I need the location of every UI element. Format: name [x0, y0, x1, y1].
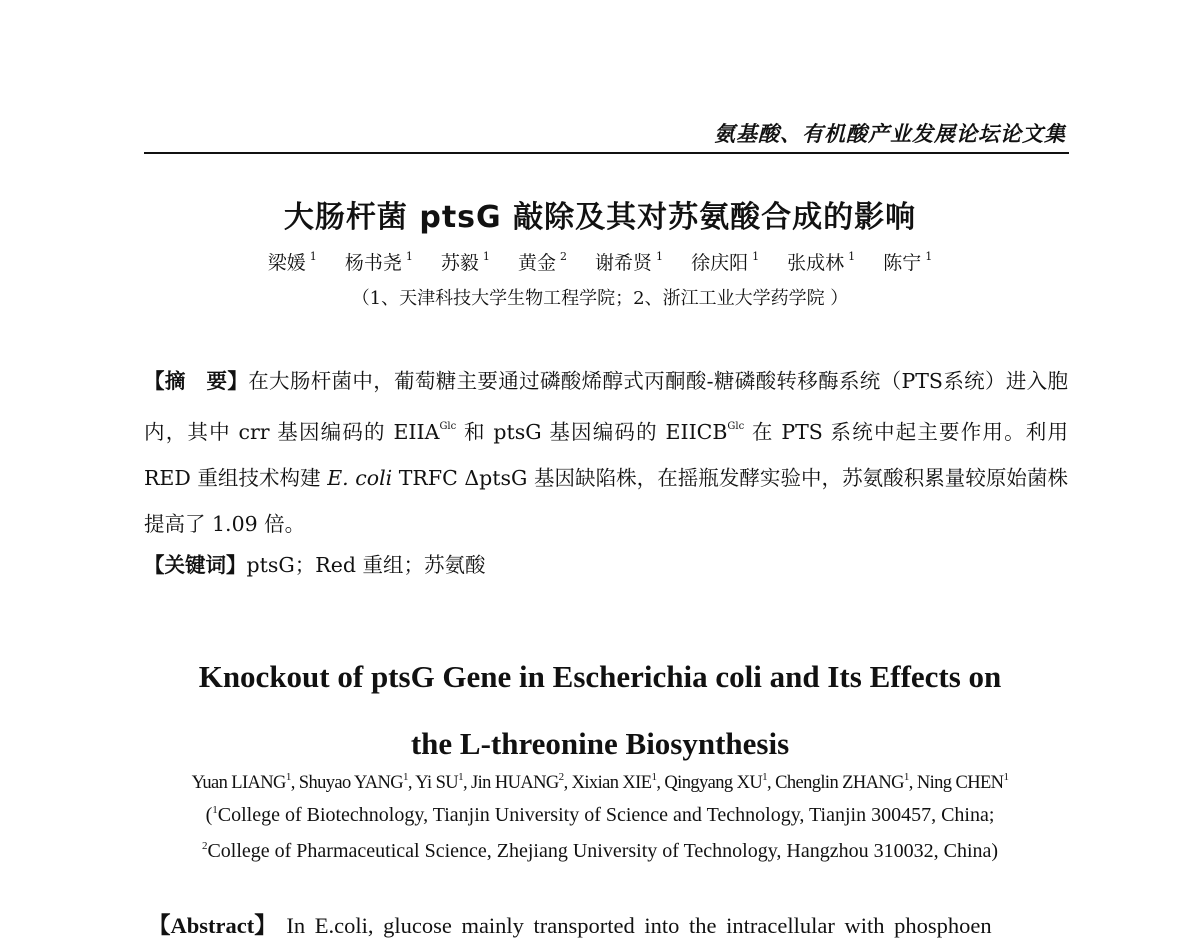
chinese-author: 徐庆阳 $^1$ — [691, 250, 760, 274]
chinese-author-list — [0, 248, 1200, 275]
chinese-author: 张成林 $^1$ — [787, 250, 856, 274]
english-affiliation-2: $^2$College of Pharmaceutical Science, Zhejiang University of Technology, Hangzhou 310032, China) — [201, 840, 999, 862]
english-title: Knockout of ptsG Gene in Escherichia coli and Its Effects on the L-threonine Biosynthesis — [198, 659, 1002, 761]
chinese-author: 陈宁 $^1$ — [883, 250, 933, 274]
english-author-list: Yuan LIANG$^1$, Shuyao YANG$^1$, Yi $SU^1$, Jin HUANG$^2$, Xixian XIE$^1$, Qingyang $XU^1$, Chenglin ZHANG$^1$, Ning CHEN$^1$ — [191, 771, 1009, 793]
header-rule — [144, 152, 1069, 154]
chinese-affiliation: （1、天津科技大学生物工程学院；2、浙江工业大学药学院 ） — [351, 288, 849, 309]
english-author: Yuan LIANG$^1$ — [191, 771, 291, 793]
english-abstract: 【Abstract】 In E.coli, glucose mainly transported into the intracellular with phosphoen — [148, 913, 992, 938]
species-name: E. coli — [327, 466, 393, 490]
abstract-label: 【Abstract】 — [148, 913, 277, 938]
chinese-author: 苏毅 $^1$ — [440, 250, 490, 274]
english-author: Yi $SU^1$ — [415, 771, 463, 793]
chinese-author: 梁媛 $^1$ — [267, 250, 317, 274]
chinese-keywords: 【关键词】ptsG；Red 重组；苏氨酸 — [144, 553, 486, 577]
english-author: Shuyao YANG$^1$ — [298, 771, 408, 793]
english-author: Chenglin ZHANG$^1$ — [775, 771, 909, 793]
chinese-author: 黄金 $^2$ — [517, 250, 567, 274]
english-author: Qingyang $XU^1$ — [664, 771, 768, 793]
abstract-label: 【摘 要】 — [144, 369, 249, 393]
english-author: Jin HUANG$^2$ — [471, 771, 564, 793]
keywords-label: 【关键词】 — [144, 553, 247, 577]
english-author: Ning CHEN$^1$ — [916, 771, 1009, 793]
chinese-author: 杨书尧 $^1$ — [344, 250, 413, 274]
english-affiliation-1: ($^1$College of Biotechnology, Tianjin University of Science and Technology, Tianjin 300457, China; — [205, 804, 995, 826]
chinese-abstract: 【摘 要】在大肠杆菌中，葡萄糖主要通过磷酸烯醇式丙酮酸-糖磷酸转移酶系统（PTS系统）进入胞内，其中 crr 基因编码的 $EIIA^{Glc}$ 和 ptsG 基因编码的 $EIICB^{Glc}$ 在 PTS 系统中起主要作用。利用 RED 重组技术构建 E. coli TRFC ΔptsG 基因缺陷株，在摇瓶发酵实验中，苏氨酸积累量较原始菌株提高了 1.09 倍。 — [144, 369, 1069, 536]
english-author: Xixian XIE$^1$ — [571, 771, 657, 793]
chinese-author: 谢希贤 $^1$ — [595, 250, 664, 274]
chinese-title: 大肠杆菌 ptsG 敲除及其对苏氨酸合成的影响 — [283, 200, 917, 235]
running-header: 氨基酸、有机酸产业发展论坛论文集 — [714, 121, 1066, 146]
